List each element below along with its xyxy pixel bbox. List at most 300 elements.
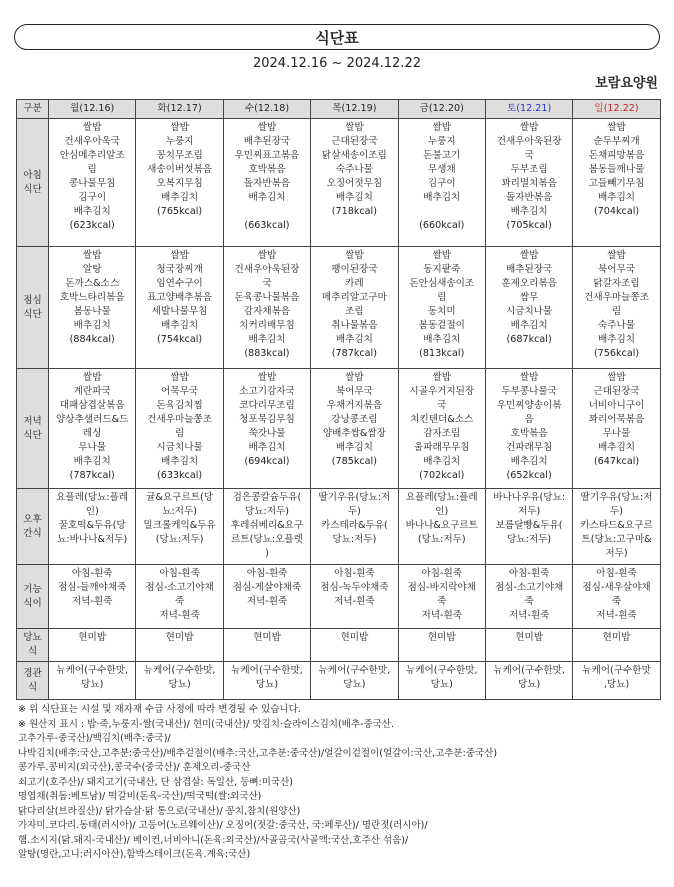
notes-section xyxy=(18,703,668,863)
menu-item: 돈채피망볶음 xyxy=(588,150,645,161)
menu-item: 쌀밥 xyxy=(82,122,102,133)
menu-cell xyxy=(311,662,398,700)
menu-item: ,당뇨) xyxy=(603,679,630,690)
row-label-line: 저녁 xyxy=(23,415,42,427)
menu-item: 뉴케어(구수한맛, xyxy=(493,665,565,676)
table-body xyxy=(17,119,661,700)
menu-item: 배추김치 xyxy=(423,456,461,467)
menu-cell xyxy=(311,247,398,369)
menu-item: 닭살새송이조림 xyxy=(321,150,387,161)
menu-item: 죽 xyxy=(437,596,447,607)
menu-cell xyxy=(398,662,485,700)
note-line: 가자미.코다리.동태(러시아)/ 고등어(노르웨이산)/ 오징어(젓갈:중국산, 국:페루산)/ 명란젓(러시아)/ xyxy=(18,820,428,831)
menu-item: 두부콩나물국 xyxy=(501,386,557,397)
menu-cell xyxy=(573,662,660,700)
menu-item: 당뇨:저두) xyxy=(332,534,377,545)
menu-item: 쌀밥 xyxy=(257,250,277,261)
menu-item: 닭갈자조림 xyxy=(593,278,640,289)
menu-item: 인) xyxy=(85,506,99,517)
menu-item: (687kcal) xyxy=(506,334,552,345)
menu-cell xyxy=(136,629,223,662)
meal-row xyxy=(17,565,661,629)
menu-item: 돈안심새송이조 xyxy=(409,278,475,289)
menu-item: 아침-흰죽 xyxy=(159,568,200,579)
menu-item: 콩나물무침 xyxy=(69,178,116,189)
menu-item: (785kcal) xyxy=(331,456,377,467)
menu-item: 딸기우유(당뇨:저 xyxy=(318,492,391,503)
menu-item: 점심-소고기야채 xyxy=(145,582,214,593)
menu-item: 울파래무무침 xyxy=(413,442,470,453)
menu-item: 뉴케어(구수한맛, xyxy=(231,665,303,676)
menu-item: 당뇨) xyxy=(518,679,541,690)
day-header: 수(12.18) xyxy=(223,100,310,119)
menu-item: 배추김치 xyxy=(598,192,636,203)
menu-item: 요플레(당뇨:플레 xyxy=(56,492,129,503)
menu-item: 카스테라&두유( xyxy=(320,520,388,531)
menu-item: 르트(당뇨:오플렛 xyxy=(231,534,303,545)
menu-item: 쌀밥 xyxy=(82,372,102,383)
menu-item: 훈제오리볶음 xyxy=(501,278,557,289)
row-label xyxy=(17,369,49,489)
menu-item: (623kcal) xyxy=(69,220,115,231)
menu-item: 아침-흰죽 xyxy=(334,568,375,579)
meal-row xyxy=(17,369,661,489)
note-line: ※ 원산지 표시 : 밥·죽,누룽지-쌀(국내산)/ 현미(국내산)/ 맛김치·슬라이스김치(배추-중국산. xyxy=(18,718,394,730)
menu-item: 림 xyxy=(437,292,447,303)
menu-item: 누룽지 xyxy=(427,136,456,147)
menu-item: 무나물 xyxy=(78,442,107,453)
menu-item: 림 xyxy=(87,164,97,175)
menu-item: 양배추쌈&쌈장 xyxy=(322,428,386,439)
menu-item: 우민찌양송이볶 xyxy=(496,400,562,411)
menu-item: 양상추샐러드&드 xyxy=(56,414,129,425)
menu-item: 건새우마늘쫑조 xyxy=(147,414,213,425)
menu-item: 쌀밥 xyxy=(607,122,626,133)
menu-item: (705kcal) xyxy=(506,220,552,231)
menu-item: 계란파국 xyxy=(73,386,111,397)
menu-cell xyxy=(485,629,572,662)
menu-item: 시금치나물 xyxy=(505,306,553,317)
menu-item: 너비아니구이 xyxy=(588,400,645,411)
menu-item: 저두) xyxy=(605,548,628,559)
menu-item: 동치미 xyxy=(427,306,456,317)
menu-item xyxy=(225,205,309,219)
menu-cell xyxy=(485,662,572,700)
menu-cell xyxy=(49,247,136,369)
menu-item: 고들빼기무침 xyxy=(588,178,645,189)
menu-item: 쌀밥 xyxy=(345,122,364,133)
menu-item: 바나나&요구르트 xyxy=(405,520,478,531)
menu-item: 당뇨) xyxy=(343,679,366,690)
menu-item: (당뇨:저두) xyxy=(155,534,204,545)
menu-item: 카스타드&요구르 xyxy=(580,520,653,531)
menu-cell xyxy=(136,369,223,489)
menu-item: 배추김치 xyxy=(161,456,199,467)
menu-item: 뇨:저두) xyxy=(162,506,197,517)
menu-item: 당뇨:저두) xyxy=(507,534,552,545)
menu-item: 현미밥 xyxy=(427,632,456,643)
menu-item: 쌀밥 xyxy=(607,372,626,383)
menu-item: 호박볶음 xyxy=(248,164,286,175)
menu-item: (704kcal) xyxy=(593,206,640,217)
menu-item: 저녁-흰죽 xyxy=(246,596,288,607)
menu-cell xyxy=(223,565,310,629)
menu-cell xyxy=(398,369,485,489)
menu-cell xyxy=(136,247,223,369)
menu-item: 현미밥 xyxy=(515,632,544,643)
menu-item: 아침-흰죽 xyxy=(421,568,463,579)
menu-item: 북어무국 xyxy=(335,386,373,397)
row-label-line: 기능 xyxy=(23,583,42,595)
menu-item: 후레쉬베리&요구 xyxy=(230,520,304,531)
row-label xyxy=(17,119,49,247)
menu-item: 쌀밥 xyxy=(82,250,102,261)
menu-item: 딸기우유(당뇨:저 xyxy=(580,492,653,503)
meal-row xyxy=(17,247,661,369)
menu-cell xyxy=(49,489,136,565)
menu-item: 배추김치 xyxy=(423,334,461,345)
menu-item: (702kcal) xyxy=(419,470,465,481)
menu-item: 돈까스&소스 xyxy=(65,278,120,289)
menu-item: 대패삼겹살볶음 xyxy=(59,400,125,411)
menu-item: (633kcal) xyxy=(156,470,203,481)
menu-item: 취나물볶음 xyxy=(331,320,378,331)
menu-item: 누룽지 xyxy=(165,136,194,147)
menu-item: 돌자반볶음 xyxy=(505,192,553,203)
menu-cell xyxy=(49,629,136,662)
menu-item: 팽이된장국 xyxy=(331,264,378,275)
menu-item: 동지팥죽 xyxy=(423,264,461,275)
note-line: 명엽채(취돔:베트남)/ 떡갈비(돈육-국산)/떡국떡(쌀:외국산) xyxy=(18,791,262,802)
menu-item: 배추김치 xyxy=(248,442,286,453)
menu-item: 배추김치 xyxy=(335,334,373,345)
menu-item: 쌀밥 xyxy=(170,250,189,261)
menu-cell xyxy=(223,662,310,700)
menu-item: 코다리무조림 xyxy=(239,400,295,411)
menu-item: 림 xyxy=(611,306,622,317)
menu-item: 바나나우유(당뇨: xyxy=(493,492,566,503)
day-header: 일(12.22) xyxy=(573,100,660,119)
menu-item xyxy=(400,205,484,219)
menu-cell xyxy=(49,369,136,489)
menu-item: 메추리알고구마 xyxy=(321,292,387,303)
row-label-line: 식 xyxy=(27,681,38,693)
menu-item: 아침-흰죽 xyxy=(508,568,550,579)
row-label-line: 식단 xyxy=(23,308,42,320)
menu-item: 점심-바지락야채 xyxy=(407,582,476,593)
facility-name: 보람요양원 xyxy=(595,76,658,91)
menu-item: 배추김치 xyxy=(73,456,111,467)
menu-item: 배추김치 xyxy=(335,192,373,203)
menu-item: 꽈리멸치볶음 xyxy=(501,178,557,189)
menu-cell xyxy=(49,565,136,629)
menu-item: (884kcal) xyxy=(69,334,115,345)
menu-item: 꿀호떡&두유(당 xyxy=(58,520,126,531)
menu-item: 표고양배추볶음 xyxy=(147,292,213,303)
menu-item: 안심메추리알조 xyxy=(59,150,125,161)
menu-cell xyxy=(223,489,310,565)
menu-item: 쌀밥 xyxy=(519,250,539,261)
menu-cell xyxy=(573,247,660,369)
date-range: 2024.12.16 ~ 2024.12.22 xyxy=(252,56,422,71)
menu-item: 아침-흰죽 xyxy=(246,568,288,579)
menu-cell xyxy=(311,489,398,565)
menu-item: 저녁-흰죽 xyxy=(71,596,113,607)
menu-cell xyxy=(311,565,398,629)
menu-item: 김구이 xyxy=(78,192,107,203)
menu-item: (765kcal) xyxy=(156,206,203,217)
menu-item: (647kcal) xyxy=(593,456,640,467)
menu-item: 현미밥 xyxy=(165,632,194,643)
menu-item: 청포묵김무침 xyxy=(239,414,295,425)
menu-item: (883kcal) xyxy=(244,348,290,359)
menu-cell xyxy=(573,565,660,629)
page-title: 식단표 xyxy=(315,28,359,47)
menu-item: 배추된장국 xyxy=(243,136,291,147)
day-header: 월(12.16) xyxy=(49,100,136,119)
menu-cell xyxy=(136,489,223,565)
menu-item: 음 xyxy=(524,414,534,425)
row-label xyxy=(17,489,49,565)
row-label-line: 식 xyxy=(27,646,38,657)
note-line: 햄.소시지(닭.돼지-국내산)/ 베이컨,너비아니(돈육:외국산)/사골곰국(사골액:국산,호주산 섞음)/ xyxy=(18,834,409,846)
menu-item: 쌀밥 xyxy=(257,372,277,383)
menu-item: 죽 xyxy=(524,596,534,607)
menu-item: (652kcal) xyxy=(506,470,552,481)
menu-item: 림 xyxy=(174,428,185,439)
menu-item: 두) xyxy=(610,506,624,517)
menu-item: 쑥갓나물 xyxy=(248,428,286,439)
menu-cell xyxy=(136,662,223,700)
row-label-line: 식단 xyxy=(23,183,42,195)
menu-cell xyxy=(485,565,572,629)
menu-cell xyxy=(223,247,310,369)
menu-item: 뉴케어(구수한맛, xyxy=(56,665,129,676)
menu-item: 시금치나물 xyxy=(156,442,203,453)
menu-item: 무생채 xyxy=(427,164,456,175)
menu-item: 당뇨) xyxy=(168,679,191,690)
menu-item: 당뇨) xyxy=(81,679,104,690)
menu-item: 현미밥 xyxy=(340,632,369,643)
menu-item: 배추김치 xyxy=(510,206,548,217)
menu-item: 호박볶음 xyxy=(510,428,548,439)
menu-item: 배추김치 xyxy=(248,334,286,345)
menu-title-box xyxy=(14,24,660,50)
menu-item: (660kcal) xyxy=(419,220,465,231)
menu-item: 요플레(당뇨:플레 xyxy=(405,492,478,503)
menu-item: 시골우거지된장 xyxy=(409,386,475,397)
row-label-line: 식이 xyxy=(23,597,42,609)
menu-cell xyxy=(573,489,660,565)
day-header: 토(12.21) xyxy=(485,100,572,119)
row-label-line: 아침 xyxy=(23,169,42,181)
menu-item: 저녁-흰죽 xyxy=(159,610,200,621)
note-line: ※ 위 식단표는 시설 및 재자재 수급 사정에 따라 변경될 수 있습니다. xyxy=(18,704,301,715)
row-label-line: 경관 xyxy=(23,667,42,679)
menu-item: (당뇨:저두) xyxy=(417,534,466,545)
menu-item: 숙주나물 xyxy=(598,320,636,331)
menu-item: 치킨텐더&소스 xyxy=(410,414,474,425)
menu-item: 근대된장국 xyxy=(331,136,378,147)
menu-item: 뉴케어(구수한맛 xyxy=(582,665,651,676)
menu-item: 쌀밥 xyxy=(170,372,189,383)
menu-item: 뇨:바나나&저두) xyxy=(57,534,128,545)
menu-item: 건새우아욱된장 xyxy=(234,264,300,275)
menu-item: 오복지무침 xyxy=(156,178,203,189)
menu-item: 배추김치 xyxy=(510,320,548,331)
menu-item: 숙주나물 xyxy=(335,164,373,175)
menu-cell xyxy=(398,629,485,662)
menu-item: 강낭콩조림 xyxy=(331,414,378,425)
menu-item: 쌀밥 xyxy=(345,372,364,383)
menu-item: 돈육김치찜 xyxy=(156,400,203,411)
menu-item: 배추김치 xyxy=(423,192,461,203)
menu-item: 점심-들깨야채죽 xyxy=(58,582,127,593)
row-label-line: 당뇨 xyxy=(23,632,42,643)
menu-cell xyxy=(398,565,485,629)
menu-item: 국 xyxy=(437,400,447,411)
menu-item: 조림 xyxy=(345,306,364,317)
menu-item: 새송이버섯볶음 xyxy=(147,164,213,175)
menu-item: 현미밥 xyxy=(78,632,107,643)
row-label xyxy=(17,565,49,629)
menu-cell xyxy=(136,119,223,247)
menu-item: 돌자반볶음 xyxy=(243,178,291,189)
menu-item: 돈불고기 xyxy=(423,150,461,161)
menu-item: 소고기감자국 xyxy=(239,386,295,397)
menu-item: (663kcal) xyxy=(244,220,290,231)
row-label-line: 점심 xyxy=(23,294,42,306)
row-label xyxy=(17,662,49,700)
menu-item: 죽 xyxy=(174,596,185,607)
menu-item: 점심-게살야채죽 xyxy=(232,582,302,593)
day-header: 화(12.17) xyxy=(136,100,223,119)
menu-item: 저녁-흰죽 xyxy=(421,610,463,621)
menu-item: 뉴케어(구수한맛, xyxy=(405,665,478,676)
menu-item: 저두) xyxy=(518,506,541,517)
menu-item: 호박느타리볶음 xyxy=(59,292,125,303)
menu-item: 배추김치 xyxy=(598,442,636,453)
menu-item: 아침-흰죽 xyxy=(71,568,113,579)
menu-item: 쌀밥 xyxy=(432,250,452,261)
menu-item: 당뇨:저두) xyxy=(244,506,289,517)
menu-item: 배추김치 xyxy=(335,442,373,453)
menu-cell xyxy=(223,119,310,247)
menu-item: 배추김치 xyxy=(161,192,199,203)
menu-item: 청국장찌개 xyxy=(156,264,203,275)
menu-item: 현미밥 xyxy=(253,632,281,643)
menu-cell xyxy=(136,565,223,629)
menu-cell xyxy=(485,119,572,247)
menu-item: 근대된장국 xyxy=(593,386,640,397)
menu-item: 치커리배무침 xyxy=(239,320,295,331)
menu-item: 배추김치 xyxy=(73,206,111,217)
menu-item: 쌀밥 xyxy=(432,122,452,133)
menu-item: 감자조림 xyxy=(423,428,461,439)
menu-cell xyxy=(311,119,398,247)
menu-cell xyxy=(398,119,485,247)
row-label xyxy=(17,247,49,369)
menu-item: 죽 xyxy=(611,596,622,607)
menu-item: (694kcal) xyxy=(244,456,290,467)
menu-item: 쌀밥 xyxy=(519,122,539,133)
menu-item: 건파래무침 xyxy=(505,442,553,453)
menu-item: 봄동겉절이 xyxy=(418,320,465,331)
menu-item: 꽁치무조림 xyxy=(156,150,203,161)
menu-cell xyxy=(223,629,310,662)
meal-row xyxy=(17,119,661,247)
menu-item: 당뇨) xyxy=(430,679,453,690)
menu-item: 저녁-흰죽 xyxy=(508,610,550,621)
corner-header: 구분 xyxy=(17,100,49,119)
menu-cell xyxy=(485,247,572,369)
menu-item: 두) xyxy=(347,506,361,517)
menu-cell xyxy=(573,629,660,662)
menu-item: 쌀밥 xyxy=(257,122,277,133)
menu-item: 저녁-흰죽 xyxy=(596,610,637,621)
menu-item: 저녁-흰죽 xyxy=(334,596,375,607)
menu-item: 배추김치 xyxy=(598,334,636,345)
table-header-row xyxy=(17,100,661,119)
menu-item: 임연수구이 xyxy=(156,278,203,289)
menu-item: 배추김치 xyxy=(161,320,199,331)
menu-item: 알탕 xyxy=(82,264,102,275)
menu-item: 건새우아욱된장 xyxy=(496,136,562,147)
menu-item: 북어무국 xyxy=(598,264,636,275)
menu-item: 현미밥 xyxy=(602,632,631,643)
menu-cell xyxy=(398,489,485,565)
day-header: 금(12.20) xyxy=(398,100,485,119)
menu-item: 점심-새우살야채 xyxy=(582,582,651,593)
menu-item: 점심-소고기야채 xyxy=(494,582,564,593)
menu-item: (756kcal) xyxy=(593,348,640,359)
menu-item: 봄동들깨나물 xyxy=(588,164,645,175)
menu-cell xyxy=(311,369,398,489)
menu-item: 당뇨) xyxy=(255,679,279,690)
note-line: 콩가루.콩비지(외국산),콩국수(중국산)/ 훈제오리-중국산 xyxy=(18,762,251,773)
menu-item: 보름달빵&두유( xyxy=(495,520,563,531)
menu-item: 무나물 xyxy=(602,428,631,439)
note-line: 알탕(명란,고니:러시아산),함박스테이크(돈육.계육:국산) xyxy=(18,849,251,860)
note-line: 쇠고기(호주산)/ 돼지고기(국내산, 단 삼겹살: 독일산, 등뼈:미국산) xyxy=(18,776,293,788)
menu-item: 국 xyxy=(524,150,534,161)
row-label-line: 오후 xyxy=(23,513,42,525)
menu-item: 돈육콩나물볶음 xyxy=(234,292,300,303)
meal-row xyxy=(17,629,661,662)
menu-cell xyxy=(573,119,660,247)
menu-cell xyxy=(573,369,660,489)
menu-item: 우민찌표고볶음 xyxy=(234,150,300,161)
note-line: 닭다리살(브라질산)/ 닭가슴살·닭 통으로(국내산)/ 꽁치,참치(원양산) xyxy=(18,805,301,817)
menu-item: 쌀밥 xyxy=(170,122,189,133)
menu-item: 배추김치 xyxy=(248,192,286,203)
menu-item: 검은콩칼슘두유( xyxy=(232,492,302,503)
meal-row xyxy=(17,489,661,565)
note-line: 나박김치(배추:국산,고추분:중국산)/배추겉절이(배추:국산,고추분:중국산)/얼갈이겉절이(얼갈이:국산,고추분:중국산) xyxy=(18,747,498,759)
menu-item: 배추김치 xyxy=(73,320,111,331)
menu-item: 두부조림 xyxy=(510,164,548,175)
menu-item: 밀크롤케익&두유 xyxy=(143,520,216,531)
menu-item: (754kcal) xyxy=(156,334,203,345)
menu-item: 배추김치 xyxy=(510,456,548,467)
menu-item: 꽈리어묵볶음 xyxy=(588,414,645,425)
menu-item: 쌀밥 xyxy=(519,372,539,383)
menu-cell xyxy=(485,489,572,565)
menu-item: 인) xyxy=(435,506,449,517)
menu-item: 건새우마늘쫑조 xyxy=(584,292,649,303)
row-label-line: 식단 xyxy=(23,429,42,441)
meal-row xyxy=(17,662,661,700)
